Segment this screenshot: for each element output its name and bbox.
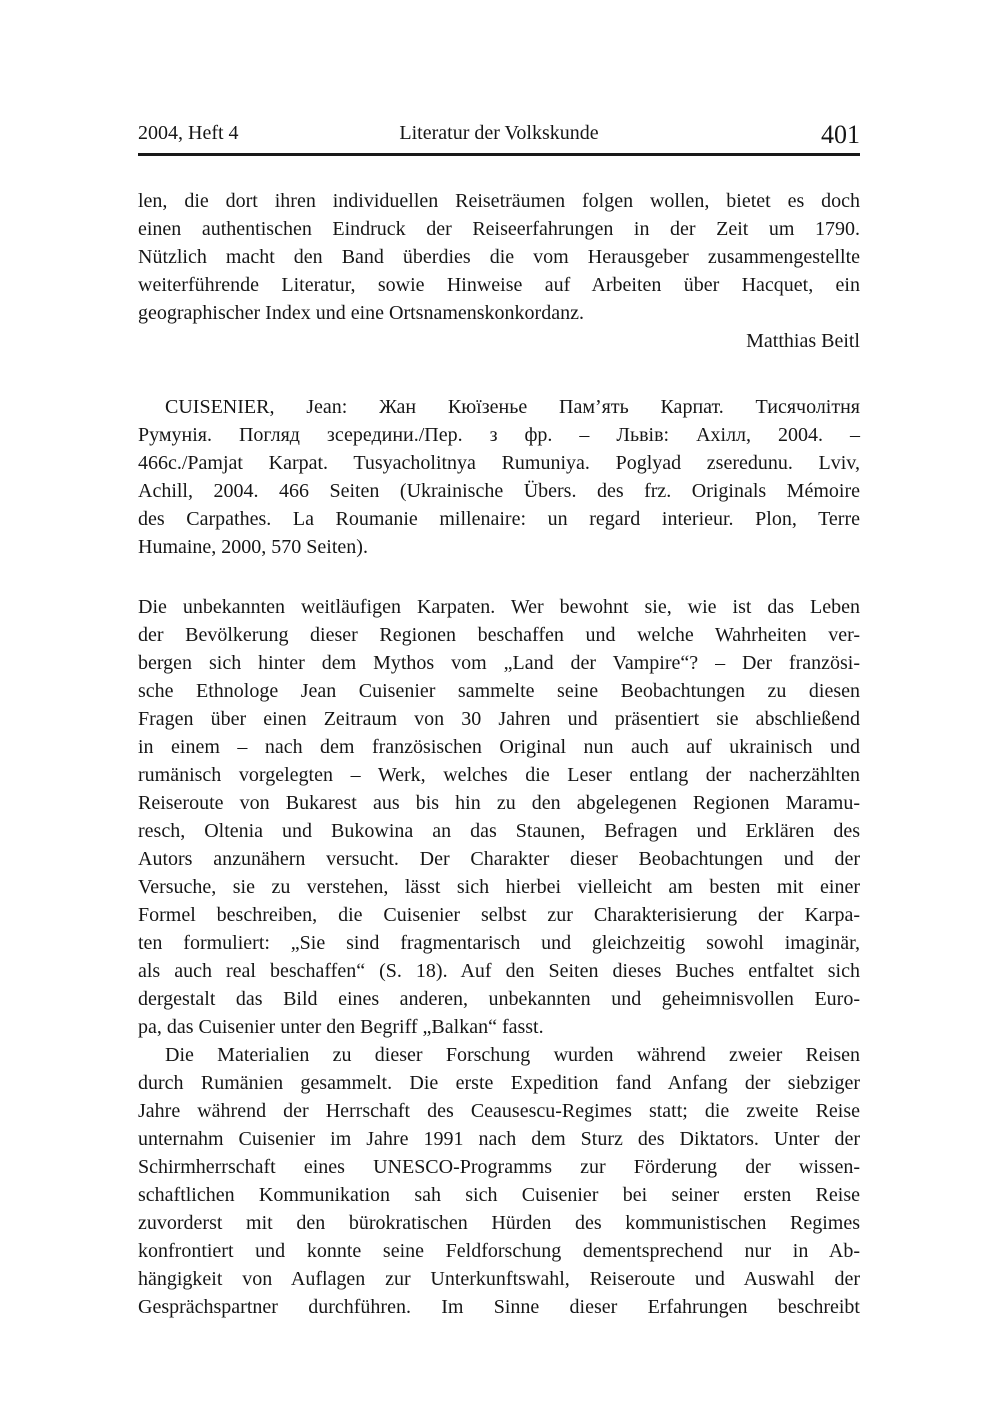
text-line: geographischer Index und eine Ortsnamenskonkordanz. [138,302,584,324]
text-line: len, die dort ihren individuellen Reiseträumen folgen wollen, bietet es doch [138,190,860,212]
text-line: Formel beschreiben, die Cuisenier selbst zur Charakterisierung der Karpa- [138,904,860,926]
text-line: Die unbekannten weitläufigen Karpaten. Wer bewohnt sie, wie ist das Leben [138,596,860,618]
text-line: durch Rumänien gesammelt. Die erste Expedition fand Anfang der siebziger [138,1072,860,1094]
text-line: Versuche, sie zu verstehen, lässt sich hierbei vielleicht am besten mit einer [138,876,860,898]
text-line: Die Materialien zu dieser Forschung wurden während zweier Reisen [165,1044,860,1066]
text-line: Humaine, 2000, 570 Seiten). [138,536,368,558]
text-line: konfrontiert und konnte seine Feldforschung dementsprechend nur in Ab- [138,1240,860,1262]
text-line: ten formuliert: „Sie sind fragmentarisch und gleichzeitig sowohl imaginär, [138,932,860,954]
text-line: schaftlichen Kommunikation sah sich Cuisenier bei seiner ersten Reise [138,1184,860,1206]
text-line: hängigkeit von Auflagen zur Unterkunftswahl, Reiseroute und Auswahl der [138,1268,860,1290]
header-journal-title: Literatur der Volkskunde [399,122,599,144]
text-line: Schirmherrschaft eines UNESCO-Programms zur Förderung der wissen- [138,1156,860,1178]
paragraph-review-body-1 [138,593,860,1041]
text-line: pa, das Cuisenier unter den Begriff „Balkan“ fasst. [138,1016,544,1038]
text-line: weiterführende Literatur, sowie Hinweise auf Arbeiten über Hacquet, ein [138,274,860,296]
header-page-number: 401 [821,120,860,149]
text-line: des Carpathes. La Roumanie millenaire: un regard interieur. Plon, Terre [138,508,860,530]
text-line: Reiseroute von Bukarest aus bis hin zu den abgelegenen Regionen Maramu- [138,792,860,814]
header-issue: 2004, Heft 4 [138,122,239,144]
reviewer-signature: Matthias Beitl [746,330,860,352]
text-line: Achill, 2004. 466 Seiten (Ukrainische Übers. des frz. Originals Mémoire [138,480,860,502]
text-line: resch, Oltenia und Bukowina an das Staunen, Befragen und Erklären des [138,820,860,842]
text-line: in einem – nach dem französischen Original nun auch auf ukrainisch und [138,736,860,758]
header-rule [138,153,860,156]
text-line: der Bevölkerung dieser Regionen beschaffen und welche Wahrheiten ver- [138,624,860,646]
running-header [138,116,860,149]
text-line: unternahm Cuisenier im Jahre 1991 nach dem Sturz des Diktators. Unter der [138,1128,860,1150]
text-line: bergen sich hinter dem Mythos vom „Land der Vampire“? – Der französi- [138,652,860,674]
paragraph-book-citation [138,393,860,561]
text-line: Fragen über einen Zeitraum von 30 Jahren und präsentiert sie abschließend [138,708,860,730]
text-line: 466с./Pamjat Karpat. Tusyacholitnya Rumuniya. Poglyad zseredunu. Lviv, [138,452,860,474]
text-line: CUISENIER, Jean: Жан Кюїзенье Пам’ять Карпат. Тисячолітня [165,396,860,418]
text-line: Nützlich macht den Band überdies die vom Herausgeber zusammengestellte [138,246,860,268]
text-line: Румунія. Погляд зсередини./Пер. з фр. – Львів: Ахілл, 2004. – [138,424,860,446]
text-line: Gesprächspartner durchführen. Im Sinne dieser Erfahrungen beschreibt [138,1296,860,1318]
text-line: als auch real beschaffen“ (S. 18). Auf den Seiten dieses Buches entfaltet sich [138,960,860,982]
paragraph-review-body-2 [138,1041,860,1321]
text-line: sche Ethnologe Jean Cuisenier sammelte seine Beobachtungen zu diesen [138,680,860,702]
text-line: Autors anzunähern versucht. Der Charakter dieser Beobachtungen und der [138,848,860,870]
text-line: rumänisch vorgelegten – Werk, welches die Leser entlang der nacherzählten [138,764,860,786]
text-line: zuvorderst mit den bürokratischen Hürden des kommunistischen Regimes [138,1212,860,1234]
text-line: einen authentischen Eindruck der Reiseerfahrungen in der Zeit um 1790. [138,218,860,240]
text-line: Jahre während der Herrschaft des Ceausescu-Regimes statt; die zweite Reise [138,1100,860,1122]
text-line: dergestalt das Bild eines anderen, unbekannten und geheimnisvollen Euro- [138,988,860,1010]
paragraph-previous-review-end [138,187,860,327]
